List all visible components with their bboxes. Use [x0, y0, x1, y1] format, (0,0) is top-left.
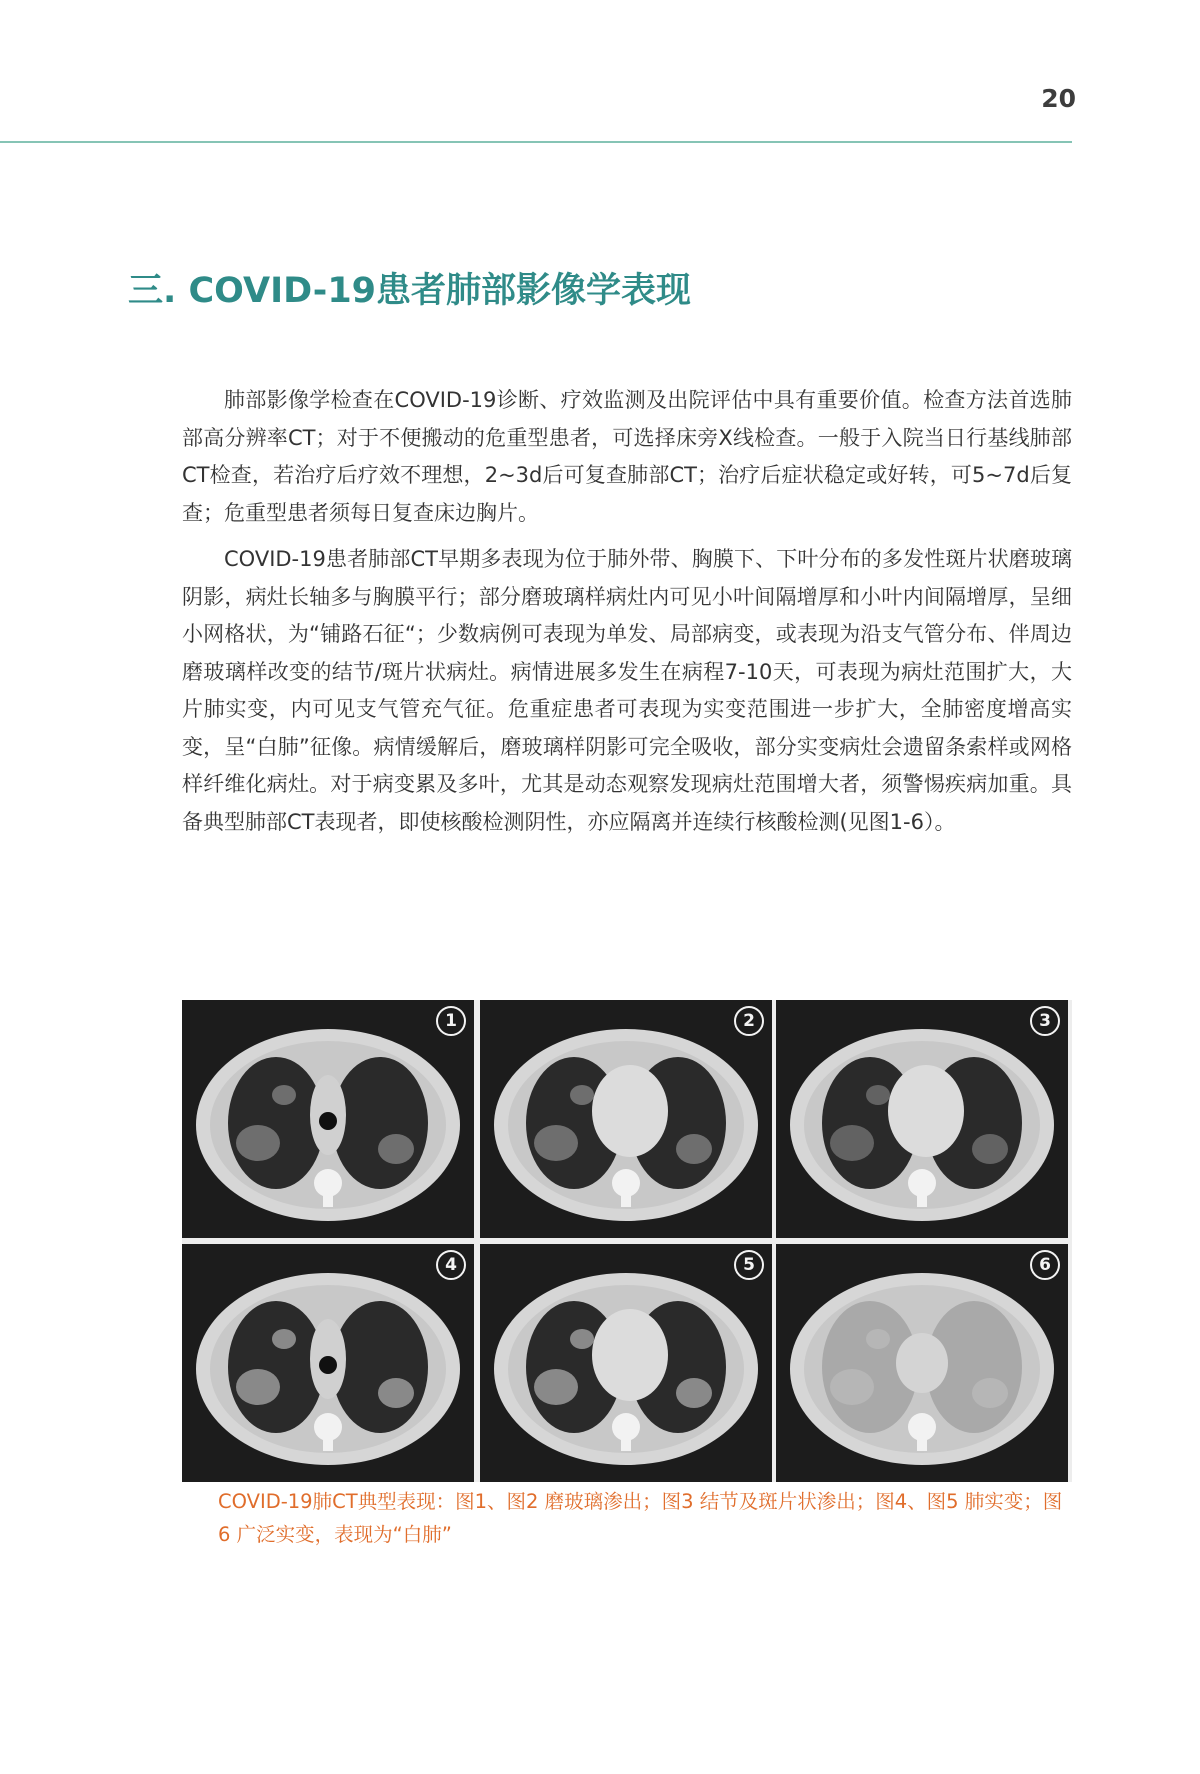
- ct-scan-image: [182, 1000, 474, 1238]
- ct-panel-5: [480, 1244, 772, 1482]
- spine: [612, 1169, 640, 1197]
- left-lung: [228, 1301, 324, 1433]
- lesion: [236, 1369, 280, 1405]
- body-text: [182, 382, 1072, 850]
- spine: [314, 1413, 342, 1441]
- right-lung: [332, 1301, 428, 1433]
- lesion: [570, 1085, 594, 1105]
- heart: [592, 1065, 668, 1157]
- ct-scan-image: [480, 1244, 772, 1482]
- mediastinum: [896, 1333, 948, 1393]
- panel-number-label: 2: [734, 1006, 764, 1036]
- ct-scan-image: [182, 1244, 474, 1482]
- ct-panel-4: [182, 1244, 474, 1482]
- ct-scan-image: [480, 1000, 772, 1238]
- heart: [888, 1065, 964, 1157]
- lesion: [676, 1378, 712, 1408]
- lesion: [570, 1329, 594, 1349]
- heart: [592, 1309, 668, 1401]
- lesion: [272, 1085, 296, 1105]
- lesion: [378, 1378, 414, 1408]
- lesion: [866, 1085, 890, 1105]
- right-lung: [332, 1057, 428, 1189]
- header-rule: [0, 141, 1072, 143]
- lesion: [534, 1125, 578, 1161]
- lesion: [534, 1369, 578, 1405]
- ct-panel-2: [480, 1000, 772, 1238]
- paragraph-2: COVID-19患者肺部CT早期多表现为位于肺外带、胸膜下、下叶分布的多发性斑片状磨玻璃阴影，病灶长轴多与胸膜平行；部分磨玻璃样病灶内可见小叶间隔增厚和小叶内间隔增厚，呈细小网格状，为“铺路石征“；少数病例可表现为单发、局部病变，或表现为沿支气管分布、伴周边磨玻璃样改变的结节/斑片状病灶。病情进展多发生在病程7-10天，可表现为病灶范围扩大，大片肺实变，内可见支气管充气征。危重症患者可表现为实变范围进一步扩大，全肺密度增高实变，呈“白肺”征像。病情缓解后，磨玻璃样阴影可完全吸收，部分实变病灶会遗留条索样或网格样纤维化病灶。对于病变累及多叶，尤其是动态观察发现病灶范围增大者，须警惕疾病加重。具备典型肺部CT表现者，即使核酸检测阴性，亦应隔离并连续行核酸检测(见图1-6）。: [182, 547, 1072, 834]
- left-lung: [228, 1057, 324, 1189]
- ct-figure: [182, 1000, 1072, 1482]
- lesion: [272, 1329, 296, 1349]
- lesion: [676, 1134, 712, 1164]
- spine: [908, 1169, 936, 1197]
- lesion: [830, 1369, 874, 1405]
- trachea: [319, 1112, 337, 1130]
- spine: [908, 1413, 936, 1441]
- lesion: [236, 1125, 280, 1161]
- ct-panel-3: [776, 1000, 1068, 1238]
- page-number: 20: [1041, 84, 1076, 113]
- trachea: [319, 1356, 337, 1374]
- lesion: [866, 1329, 890, 1349]
- ct-panel-6: [776, 1244, 1068, 1482]
- spine: [314, 1169, 342, 1197]
- figure-caption: COVID-19肺CT典型表现：图1、图2 磨玻璃渗出；图3 结节及斑片状渗出；图4、图5 肺实变；图6 广泛实变，表现为“白肺”: [218, 1490, 1063, 1546]
- lesion: [830, 1125, 874, 1161]
- ct-panel-1: [182, 1000, 474, 1238]
- lesion: [972, 1378, 1008, 1408]
- section-title: 三. COVID-19患者肺部影像学表现: [128, 271, 692, 311]
- panel-number-label: 1: [436, 1006, 466, 1036]
- panel-number-label: 4: [436, 1250, 466, 1280]
- lesion: [972, 1134, 1008, 1164]
- lesion: [378, 1134, 414, 1164]
- panel-number-label: 3: [1030, 1006, 1060, 1036]
- spine: [612, 1413, 640, 1441]
- panel-number-label: 6: [1030, 1250, 1060, 1280]
- paragraph-1: 肺部影像学检查在COVID-19诊断、疗效监测及出院评估中具有重要价值。检查方法首选肺部高分辨率CT；对于不便搬动的危重型患者，可选择床旁X线检查。一般于入院当日行基线肺部CT检查，若治疗后疗效不理想，2~3d后可复查肺部CT；治疗后症状稳定或好转，可5~7d后复查；危重型患者须每日复查床边胸片。: [182, 388, 1072, 525]
- panel-number-label: 5: [734, 1250, 764, 1280]
- ct-scan-image: [776, 1244, 1068, 1482]
- ct-scan-image: [776, 1000, 1068, 1238]
